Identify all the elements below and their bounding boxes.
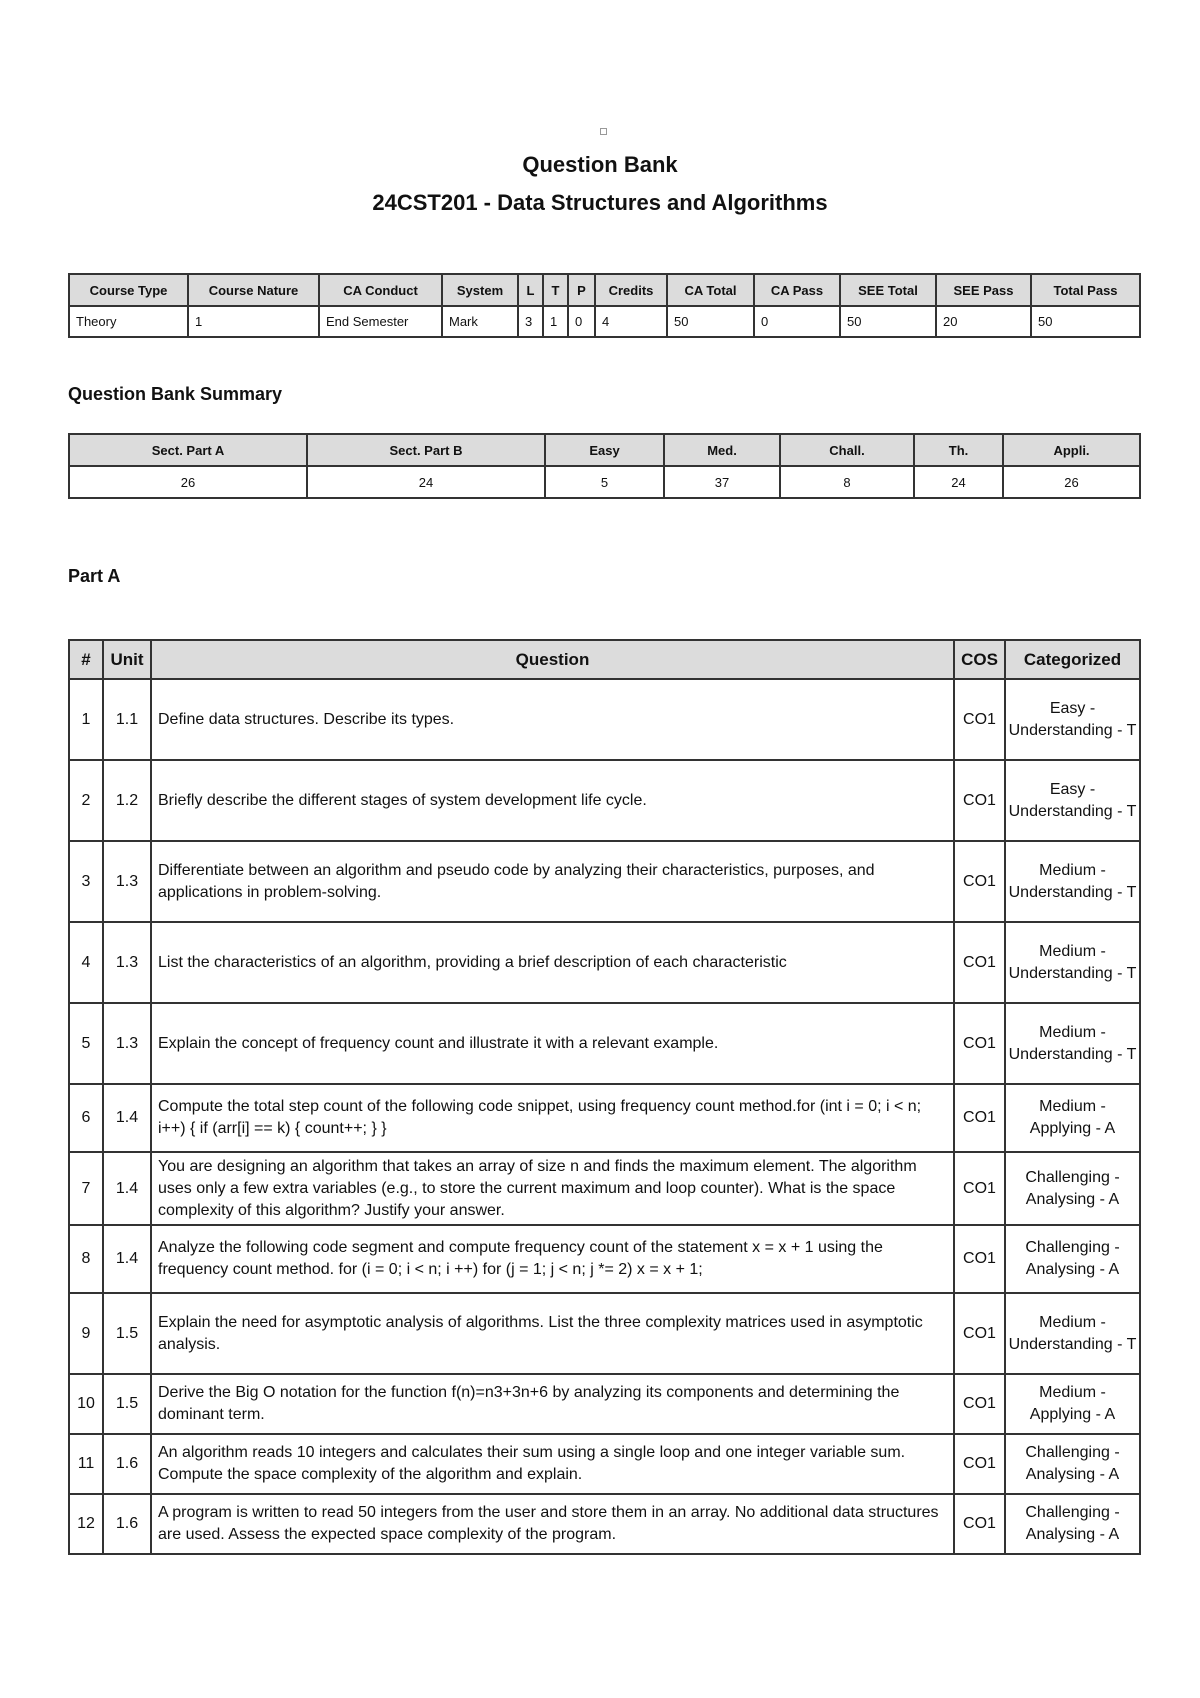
question-unit: 1.3 [103, 922, 151, 1003]
course-header-cell: Credits [595, 274, 667, 306]
question-unit: 1.2 [103, 760, 151, 841]
course-header-cell: Total Pass [1031, 274, 1140, 306]
question-category: Medium - Understanding - T [1005, 841, 1140, 922]
course-value-cell: Theory [69, 306, 188, 337]
question-unit: 1.3 [103, 841, 151, 922]
course-value-cell: Mark [442, 306, 518, 337]
summary-value-cell: 24 [914, 466, 1003, 498]
question-category: Medium - Understanding - T [1005, 922, 1140, 1003]
question-cos: CO1 [954, 1494, 1005, 1554]
question-text: Compute the total step count of the following code snippet, using frequency count method.for (int i = 0; i < n; i++) { if (arr[i] == k) { count++; } } [151, 1084, 954, 1152]
summary-value-cell: 37 [664, 466, 780, 498]
question-cos: CO1 [954, 1374, 1005, 1434]
course-header-cell: System [442, 274, 518, 306]
question-number: 10 [69, 1374, 103, 1434]
question-unit: 1.1 [103, 679, 151, 760]
question-cos: CO1 [954, 1225, 1005, 1293]
course-value-cell: 1 [188, 306, 319, 337]
question-text: An algorithm reads 10 integers and calculates their sum using a single loop and one integer variable sum. Compute the space complexity of the algorithm and explain. [151, 1434, 954, 1494]
question-unit: 1.4 [103, 1225, 151, 1293]
question-header-row [69, 640, 1140, 679]
course-value-cell: 20 [936, 306, 1031, 337]
course-header-cell: T [543, 274, 568, 306]
header-question: Question [151, 640, 954, 679]
summary-value-cell: 5 [545, 466, 664, 498]
question-cos: CO1 [954, 841, 1005, 922]
summary-header-row [69, 434, 1140, 466]
course-title: 24CST201 - Data Structures and Algorithms [372, 190, 828, 215]
summary-value-row [69, 466, 1140, 498]
question-number: 6 [69, 1084, 103, 1152]
course-header-cell: SEE Total [840, 274, 936, 306]
course-value-cell: 50 [840, 306, 936, 337]
question-category: Challenging - Analysing - A [1005, 1494, 1140, 1554]
question-category: Medium - Understanding - T [1005, 1293, 1140, 1374]
course-value-cell: End Semester [319, 306, 442, 337]
course-header-cell: Course Type [69, 274, 188, 306]
question-number: 12 [69, 1494, 103, 1554]
question-cos: CO1 [954, 1434, 1005, 1494]
question-number: 1 [69, 679, 103, 760]
header-categorized: Categorized [1005, 640, 1140, 679]
question-number: 2 [69, 760, 103, 841]
summary-header-cell: Sect. Part A [69, 434, 307, 466]
placeholder-box-icon [600, 128, 607, 135]
summary-header-cell: Med. [664, 434, 780, 466]
question-text: Briefly describe the different stages of system development life cycle. [151, 760, 954, 841]
question-text: A program is written to read 50 integers from the user and store them in an array. No additional data structures are used. Assess the expected space complexity of the program. [151, 1494, 954, 1554]
question-row [69, 1003, 1140, 1084]
question-cos: CO1 [954, 760, 1005, 841]
course-value-cell: 1 [543, 306, 568, 337]
header-unit: Unit [103, 640, 151, 679]
question-text: Explain the concept of frequency count and illustrate it with a relevant example. [151, 1003, 954, 1084]
summary-header-cell: Easy [545, 434, 664, 466]
header-number: # [69, 640, 103, 679]
question-cos: CO1 [954, 1003, 1005, 1084]
question-category: Easy - Understanding - T [1005, 760, 1140, 841]
question-row [69, 1434, 1140, 1494]
question-row [69, 1225, 1140, 1293]
course-value-cell: 3 [518, 306, 543, 337]
question-category: Medium - Applying - A [1005, 1374, 1140, 1434]
question-category: Challenging - Analysing - A [1005, 1152, 1140, 1225]
question-row [69, 679, 1140, 760]
course-value-cell: 0 [568, 306, 595, 337]
question-category: Medium - Applying - A [1005, 1084, 1140, 1152]
question-cos: CO1 [954, 1293, 1005, 1374]
question-category: Challenging - Analysing - A [1005, 1225, 1140, 1293]
question-unit: 1.5 [103, 1293, 151, 1374]
course-value-cell: 0 [754, 306, 840, 337]
question-text: Differentiate between an algorithm and pseudo code by analyzing their characteristics, purposes, and applications in problem-solving. [151, 841, 954, 922]
course-header-row [69, 274, 1140, 306]
course-header-cell: CA Conduct [319, 274, 442, 306]
question-number: 4 [69, 922, 103, 1003]
summary-heading: Question Bank Summary [68, 384, 283, 404]
question-unit: 1.4 [103, 1152, 151, 1225]
page-title: Question Bank [522, 152, 678, 177]
question-unit: 1.6 [103, 1434, 151, 1494]
course-header-cell: P [568, 274, 595, 306]
course-value-cell: 50 [667, 306, 754, 337]
question-row [69, 1494, 1140, 1554]
question-unit: 1.3 [103, 1003, 151, 1084]
course-header-cell: Course Nature [188, 274, 319, 306]
question-cos: CO1 [954, 1152, 1005, 1225]
question-category: Challenging - Analysing - A [1005, 1434, 1140, 1494]
course-value-row [69, 306, 1140, 337]
question-row [69, 841, 1140, 922]
course-header-cell: CA Pass [754, 274, 840, 306]
summary-value-cell: 26 [1003, 466, 1140, 498]
course-info-table [68, 273, 1141, 338]
question-number: 11 [69, 1434, 103, 1494]
course-value-cell: 4 [595, 306, 667, 337]
summary-header-cell: Chall. [780, 434, 914, 466]
question-text: You are designing an algorithm that takes an array of size n and finds the maximum element. The algorithm uses only a few extra variables (e.g., to store the current maximum and loop counter). What is the space complexity of this algorithm? Justify your answer. [151, 1152, 954, 1225]
question-cos: CO1 [954, 922, 1005, 1003]
question-text: List the characteristics of an algorithm, providing a brief description of each characteristic [151, 922, 954, 1003]
question-number: 8 [69, 1225, 103, 1293]
summary-header-cell: Th. [914, 434, 1003, 466]
question-text: Explain the need for asymptotic analysis of algorithms. List the three complexity matrices used in asymptotic analysis. [151, 1293, 954, 1374]
question-row [69, 1374, 1140, 1434]
question-number: 9 [69, 1293, 103, 1374]
summary-header-cell: Sect. Part B [307, 434, 545, 466]
question-text: Analyze the following code segment and compute frequency count of the statement x = x + 1 using the frequency count method. for (i = 0; i < n; i ++) for (j = 1; j < n; j *= 2) x = x + 1; [151, 1225, 954, 1293]
question-row [69, 1084, 1140, 1152]
question-number: 5 [69, 1003, 103, 1084]
question-cos: CO1 [954, 679, 1005, 760]
question-unit: 1.5 [103, 1374, 151, 1434]
part-a-heading: Part A [68, 566, 121, 586]
question-cos: CO1 [954, 1084, 1005, 1152]
summary-value-cell: 26 [69, 466, 307, 498]
part-a-question-table [68, 639, 1141, 1555]
question-number: 7 [69, 1152, 103, 1225]
question-text: Define data structures. Describe its types. [151, 679, 954, 760]
course-header-cell: CA Total [667, 274, 754, 306]
question-row [69, 922, 1140, 1003]
question-row [69, 760, 1140, 841]
question-row [69, 1293, 1140, 1374]
question-unit: 1.4 [103, 1084, 151, 1152]
course-header-cell: SEE Pass [936, 274, 1031, 306]
question-number: 3 [69, 841, 103, 922]
question-text: Derive the Big O notation for the function f(n)=n3+3n+6 by analyzing its components and determining the dominant term. [151, 1374, 954, 1434]
summary-value-cell: 8 [780, 466, 914, 498]
course-header-cell: L [518, 274, 543, 306]
summary-value-cell: 24 [307, 466, 545, 498]
header-cos: COS [954, 640, 1005, 679]
question-row [69, 1152, 1140, 1225]
summary-table [68, 433, 1141, 499]
summary-header-cell: Appli. [1003, 434, 1140, 466]
course-value-cell: 50 [1031, 306, 1140, 337]
question-unit: 1.6 [103, 1494, 151, 1554]
question-category: Easy - Understanding - T [1005, 679, 1140, 760]
question-category: Medium - Understanding - T [1005, 1003, 1140, 1084]
